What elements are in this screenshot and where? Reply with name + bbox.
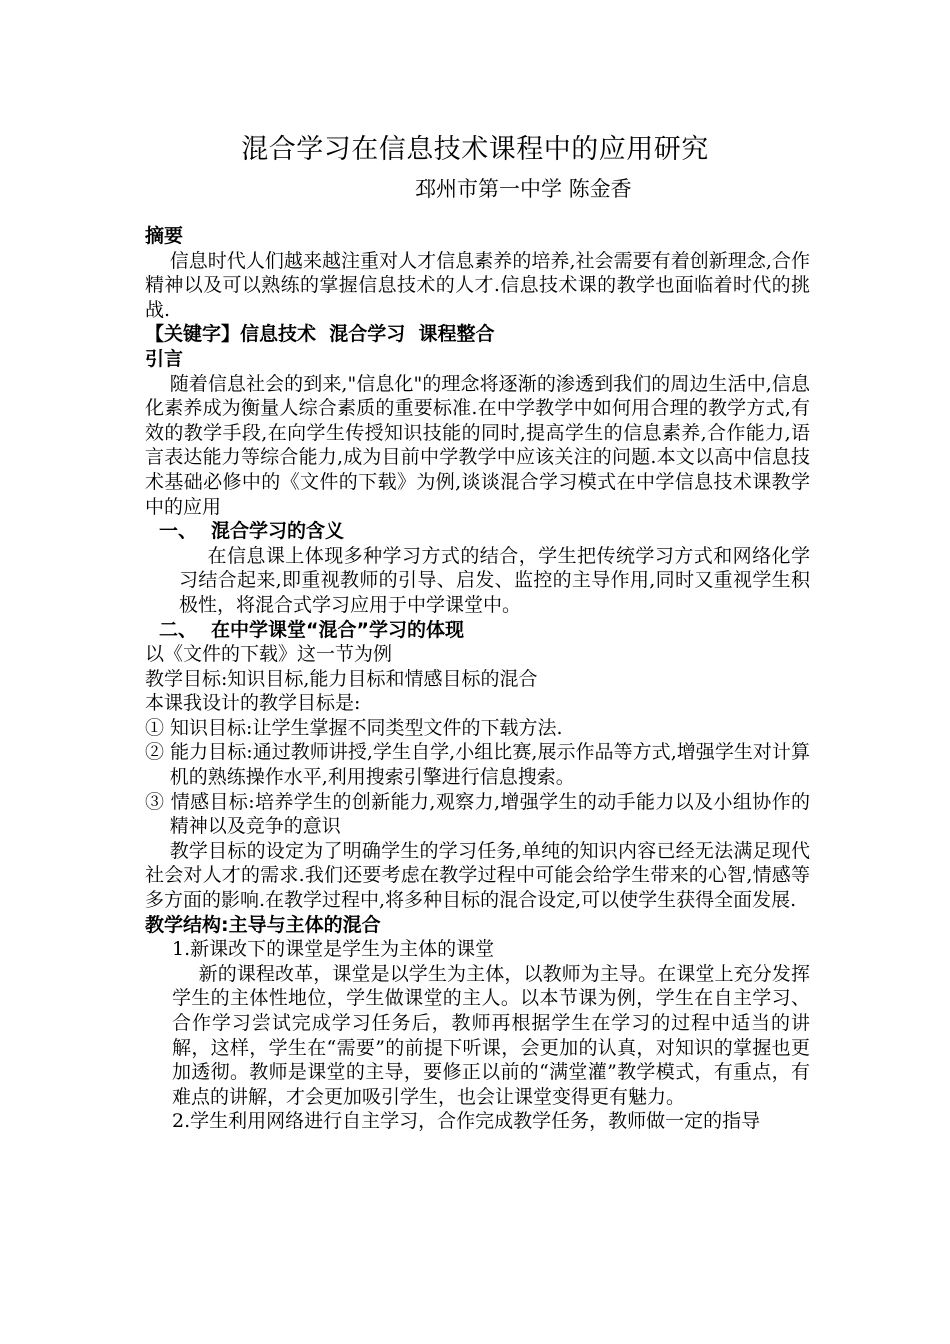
structure-heading: 教学结构:主导与主体的混合 — [145, 913, 381, 936]
section1-number: 一、 — [159, 520, 198, 543]
document-body — [145, 224, 810, 1134]
abstract-heading: 摘要 — [145, 225, 184, 247]
abstract-text: 信息时代人们越来越注重对人才信息素养的培养,社会需要有着创新理念,合作精神以及可以熟练的掌握信息技术的人才.信息技术课的教学也面临着时代的挑战. — [145, 249, 810, 321]
intro-text: 随着信息社会的到来,"信息化"的理念将逐渐的渗透到我们的周边生活中,信息化素养成为衡量人综合素质的重要标准.在中学教学中如何用合理的教学方式,有效的教学手段,在向学生传授知识技能的同时,提高学生的信息素养,合作能力,语言表达能力等综合能力,成为目前中学教学中应该关注的问题.本文以高中信息技术基础必修中的《文件的下载》为例,谈谈混合学习模式在中学信息技术课教学中的应用 — [145, 372, 810, 518]
item1-text: 新的课程改革，课堂是以学生为主体，以教师为主导。在课堂上充分发挥学生的主体性地位，学生做课堂的主人。以本节课为例，学生在自主学习、合作学习尝试完成学习任务后，教师再根据学生在学习的过程中适当的讲解，这样，学生在“需要”的前提下听课，会更加的认真，对知识的掌握也更加透彻。教师是课堂的主导，要修正以前的“满堂灌”教学模式，有重点，有难点的讲解，才会更加吸引学生，也会让课堂变得更有魅力。 — [172, 962, 810, 1108]
goal-item-emotion: ③ 情感目标:培养学生的创新能力,观察力,增强学生的动手能力以及小组协作的精神以及竞争的意识 — [145, 790, 810, 838]
item2-title: 2.学生利用网络进行自主学习，合作完成教学任务，教师做一定的指导 — [172, 1110, 761, 1133]
example-line: 以《文件的下载》这一节为例 — [145, 643, 393, 666]
item1-title: 1.新课改下的课堂是学生为主体的课堂 — [172, 938, 495, 961]
section1-heading — [145, 519, 810, 544]
section1-text: 在信息课上体现多种学习方式的结合，学生把传统学习方式和网络化学习结合起来,即重视教师的引导、启发、监控的主导作用,同时又重视学生积极性，将混合式学习应用于中学课堂中。 — [179, 544, 810, 616]
section2-heading — [145, 618, 810, 643]
section1-title: 混合学习的含义 — [211, 520, 345, 543]
intro-heading: 引言 — [145, 347, 184, 370]
goal-item-knowledge: ① 知识目标:让学生掌握不同类型文件的下载方法. — [145, 716, 563, 739]
goal-summary: 教学目标的设定为了明确学生的学习任务,单纯的知识内容已经无法满足现代社会对人才的需求.我们还要考虑在教学过程中可能会给学生带来的心智,情感等多方面的影响.在教学过程中,将多种目标的混合设定,可以使学生获得全面发展. — [145, 839, 810, 912]
section2-number: 二、 — [159, 618, 198, 641]
keywords-line: 【关键字】信息技术 混合学习 课程整合 — [145, 323, 495, 346]
goal-line: 教学目标:知识目标,能力目标和情感目标的混合 — [145, 667, 538, 690]
document-author: 邳州市第一中学 陈金香 — [415, 177, 632, 201]
section2-title: 在中学课堂“混合”学习的体现 — [211, 618, 464, 641]
document-title: 混合学习在信息技术课程中的应用研究 — [241, 134, 709, 165]
goal-item-ability: ② 能力目标:通过教师讲授,学生自学,小组比赛,展示作品等方式,增强学生对计算机的熟练操作水平,利用搜索引擎进行信息搜索。 — [145, 741, 810, 789]
design-line: 本课我设计的教学目标是: — [145, 692, 361, 715]
